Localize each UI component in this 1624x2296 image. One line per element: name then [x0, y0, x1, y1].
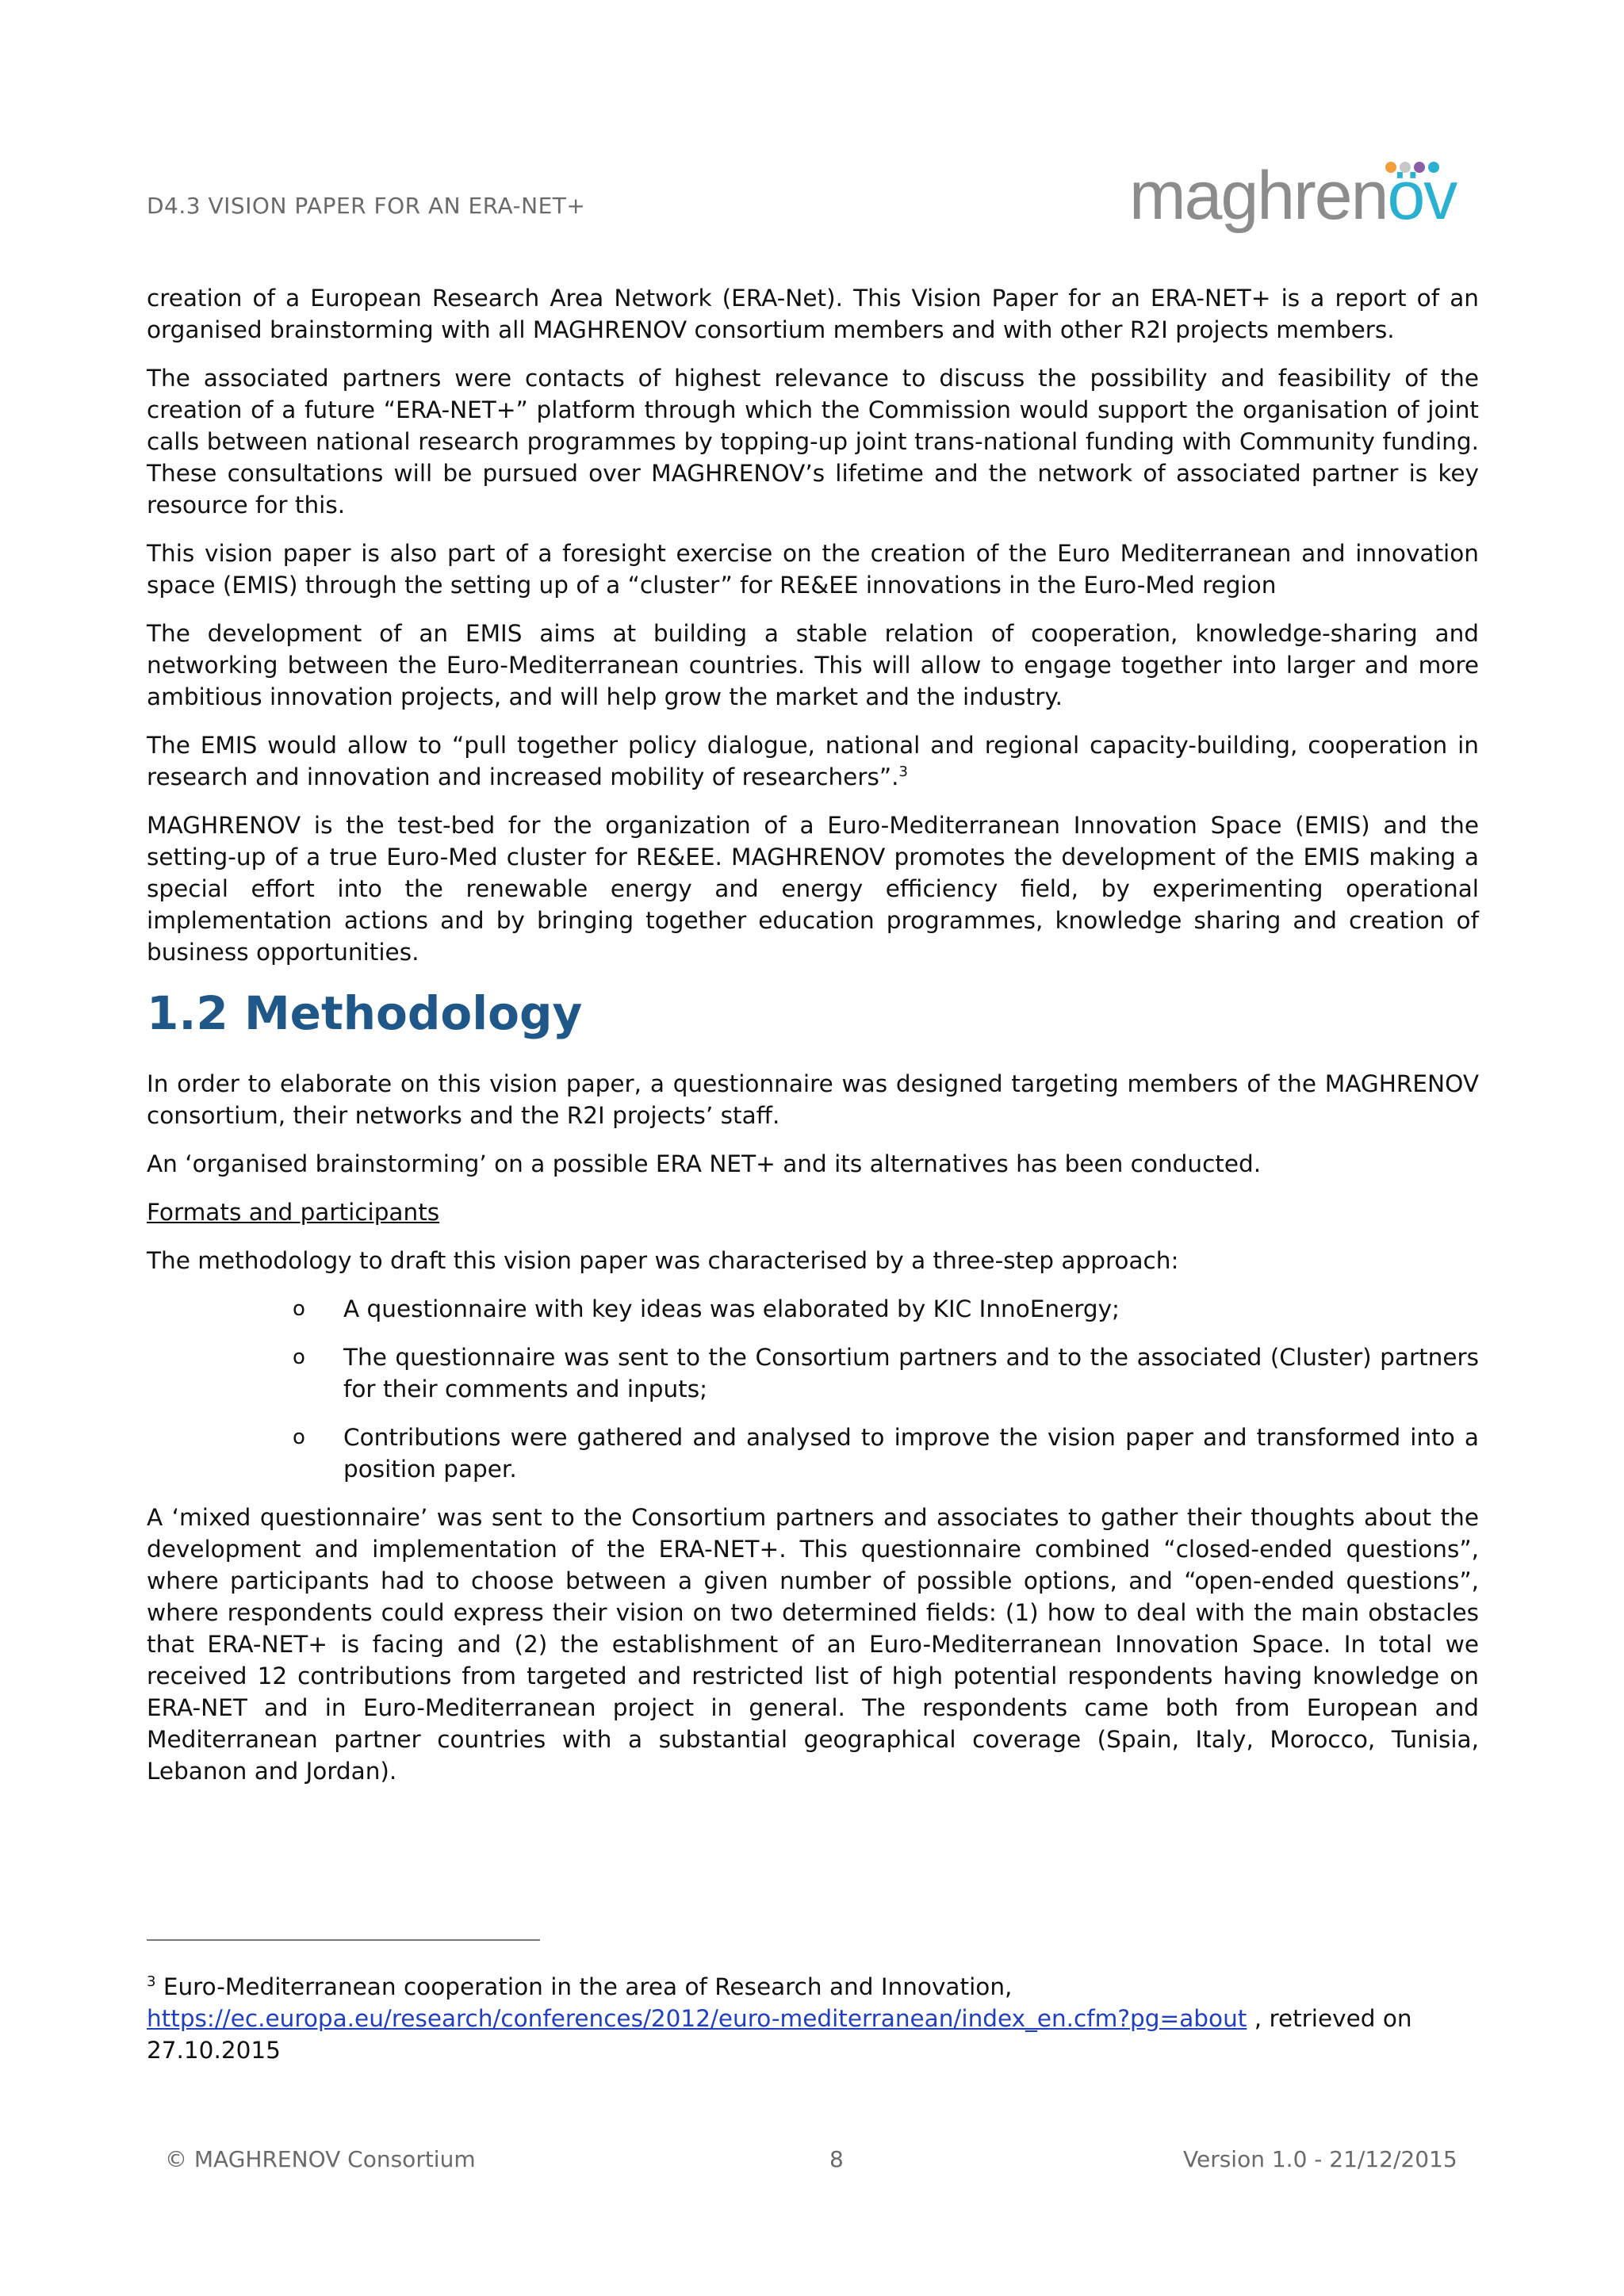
intro-paragraph-3: This vision paper is also part of a foresight exercise on the creation of the Euro Mediterranean and innovation space (EMIS) through the setting up of a “cluster” for RE&EE innovations in the Euro-Med region — [147, 540, 1479, 599]
intro-paragraph-4: The development of an EMIS aims at building a stable relation of cooperation, knowledge-sharing and networking between the Euro-Mediterranean countries. This will allow to engage together into larger and more ambitious innovation projects, and will help grow the market and the industry. — [147, 620, 1479, 710]
list-item — [293, 1422, 1479, 1485]
list-item-text: A questionnaire with key ideas was elaborated by KIC InnoEnergy; — [343, 1295, 1120, 1322]
footnote-number: 3 — [147, 1973, 156, 1991]
steps-intro: The methodology to draft this vision paper was characterised by a three-step approach: — [147, 1247, 1179, 1274]
intro-paragraph-1: creation of a European Research Area Network (ERA-Net). This Vision Paper for an ERA-NET+ is a report of an organised brainstorming with all MAGHRENOV consortium members and with other R2I projects members. — [147, 285, 1479, 343]
page-number: 8 — [829, 2146, 844, 2172]
subheading-text: Formats and participants — [147, 1199, 440, 1226]
intro-paragraph-2: The associated partners were contacts of highest relevance to discuss the possibility and feasibility of the creation of a future “ERA-NET+” platform through which the Commission would support the organisation of joint calls between national research programmes by topping-up joint trans-national funding with Community funding. These consultations will be pursued over MAGHRENOV’s lifetime and the network of associated partner is key resource for this. — [147, 365, 1479, 519]
bullet-circle-icon: o — [293, 1297, 305, 1321]
list-item — [293, 1341, 1479, 1405]
steps-list — [147, 1293, 1479, 1485]
footer-copyright: © MAGHRENOV Consortium — [165, 2146, 476, 2172]
svg-text:maghrenöv — [1129, 158, 1457, 234]
testbed-paragraph: MAGHRENOV is the test-bed for the organization of a Euro-Mediterranean Innovation Space (EMIS) and the setting-up of a true Euro-Med cluster for RE&EE. MAGHRENOV promotes the development of the EMIS making a special effort into the renewable energy and energy efficiency field, by experimenting operational implementation actions and by bringing together education programmes, knowledge sharing and creation of business opportunities. — [147, 812, 1479, 966]
closing-paragraph: A ‘mixed questionnaire’ was sent to the Consortium partners and associates to gather their thoughts about the development and implementation of the ERA-NET+. This questionnaire combined “closed-ended questions”, where participants had to choose between a given number of possible options, and “open-ended questions”, where respondents could express their vision on two determined fields: (1) how to deal with the main obstacles that ERA-NET+ is facing and (2) the establishment of an Euro-Mediterranean Innovation Space. In total we received 12 contributions from targeted and restricted list of high potential respondents having knowledge on ERA-NET and in Euro-Mediterranean project in general. The respondents came both from European and Mediterranean partner countries with a substantial geographical coverage (Spain, Italy, Morocco, Tunisia, Lebanon and Jordan). — [147, 1504, 1479, 1785]
subheading — [147, 1196, 1479, 1228]
running-header: D4.3 VISION PAPER FOR AN ERA-NET+ — [147, 193, 586, 219]
footnote-link[interactable]: https://ec.europa.eu/research/conferences/2012/euro-mediterranean/index_en.cfm?pg=about — [147, 2005, 1247, 2032]
maghrenov-logo — [1126, 157, 1522, 244]
logo-text-main: maghren — [1129, 158, 1388, 234]
emis-paragraph-text: The EMIS would allow to “pull together policy dialogue, national and regional capacity-building, cooperation in research and innovation and increased mobility of researchers”. — [147, 732, 1479, 790]
methodology-paragraph-1: In order to elaborate on this vision paper, a questionnaire was designed targeting members of the MAGHRENOV consortium, their networks and the R2I projects’ staff. — [147, 1070, 1479, 1129]
bullet-circle-icon: o — [293, 1345, 305, 1369]
logo-text-accent: öv — [1387, 158, 1457, 234]
emis-paragraph — [147, 729, 1479, 793]
footnote-separator — [147, 1939, 540, 1941]
list-item-text: The questionnaire was sent to the Consortium partners and to the associated (Cluster) partners for their comments and inputs; — [343, 1344, 1479, 1402]
footnote — [147, 1971, 1479, 2066]
footnote-suffix: , retrieved on 27.10.2015 — [147, 2005, 1412, 2064]
bullet-circle-icon: o — [293, 1425, 305, 1449]
section-heading: 1.2 Methodology — [147, 986, 583, 1040]
list-item-text: Contributions were gathered and analysed to improve the vision paper and transformed into a position paper. — [343, 1424, 1479, 1483]
main-content — [147, 282, 1479, 1804]
list-item — [293, 1293, 1479, 1325]
footer-version: Version 1.0 - 21/12/2015 — [1183, 2146, 1457, 2172]
footnote-reference[interactable]: 3 — [898, 763, 908, 781]
footnote-text: Euro-Mediterranean cooperation in the area of Research and Innovation, — [155, 1973, 1013, 2000]
methodology-paragraph-2: An ‘organised brainstorming’ on a possible ERA NET+ and its alternatives has been conducted. — [147, 1150, 1262, 1177]
